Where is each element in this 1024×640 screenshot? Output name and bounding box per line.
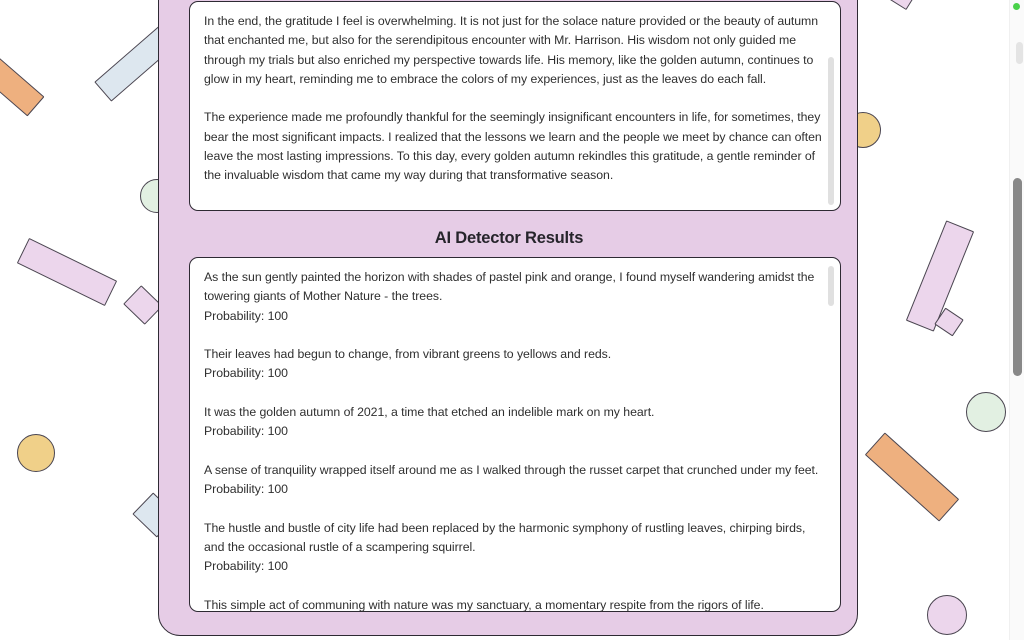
result-probability: Probability: 100 — [204, 424, 288, 439]
pink-rect-small-left — [123, 285, 163, 325]
result-sentence: This simple act of communing with nature was my sanctuary, a momentary respite from the rigors of life. — [204, 598, 764, 613]
essay-paragraph: The experience made me profoundly thankful for the seemingly insignificant encounters in life, for sometimes, they bear the most significant impacts. I realized that the lessons we learn and the people we meet by chance can often leave the most lasting impressions. To this day, every golden autumn rekindles this gratitude, a gentle reminder of the invaluable wisdom that came my way during that transformative season. — [204, 110, 822, 183]
result-probability: Probability: 100 — [204, 308, 288, 323]
browser-scrollbar-secondary-thumb[interactable] — [1016, 42, 1023, 64]
pink-rect-top-right — [886, 0, 922, 10]
results-heading: AI Detector Results — [434, 229, 584, 247]
result-item — [204, 403, 824, 442]
orange-rect-right — [865, 432, 959, 521]
pink-rect-left — [17, 238, 117, 306]
result-probability: Probability: 100 — [204, 559, 288, 574]
result-sentence: Their leaves had begun to change, from vibrant greens to yellows and reds. — [204, 347, 612, 362]
result-sentence: A sense of tranquility wrapped itself around me as I walked through the russet carpet that crunched under my feet. — [204, 462, 819, 477]
browser-scrollbar-thumb[interactable] — [1013, 178, 1022, 376]
result-item — [204, 519, 824, 577]
results-heading-wrap — [159, 229, 859, 248]
essay-textarea[interactable] — [189, 1, 841, 211]
essay-text-content — [199, 12, 824, 200]
result-item — [204, 596, 824, 615]
orange-rect-top-left — [0, 54, 44, 117]
essay-panel — [189, 1, 841, 211]
pink-rect-right — [906, 220, 974, 331]
result-probability: Probability: 100 — [204, 482, 288, 497]
essay-scrollbar-thumb[interactable] — [828, 57, 834, 205]
results-textarea[interactable] — [189, 257, 841, 612]
result-item — [204, 268, 824, 326]
results-panel — [189, 257, 841, 612]
pink-circle-bottom — [927, 595, 967, 635]
essay-paragraph: In the end, the gratitude I feel is overwhelming. It is not just for the solace nature provided or the beauty of autumn that enchanted me, but also for the serendipitous encounter with Mr. Harrison. His wisdom not only guided me through my trials but also enriched my perspective towards life. His memory, like the golden autumn, continues to glow in my heart, reminding me to embrace the colors of my experiences, just as the leaves do each fall. — [204, 14, 819, 86]
yellow-circle-left — [17, 434, 55, 472]
results-scrollbar-thumb[interactable] — [828, 266, 834, 306]
result-item — [204, 345, 824, 384]
result-probability: Probability: 100 — [204, 366, 288, 381]
green-circle-right — [966, 392, 1006, 432]
ai-detector-card — [158, 0, 858, 636]
pink-rect-small-right — [934, 308, 963, 337]
result-item — [204, 461, 824, 500]
status-indicator-dot — [1013, 3, 1020, 10]
result-sentence: It was the golden autumn of 2021, a time that etched an indelible mark on my heart. — [204, 405, 655, 420]
result-sentence: As the sun gently painted the horizon with shades of pastel pink and orange, I found myself wandering amidst the towering giants of Mother Nature - the trees. — [204, 270, 815, 304]
results-list — [199, 268, 824, 613]
result-sentence: The hustle and bustle of city life had been replaced by the harmonic symphony of rustling leaves, chirping birds, and the occasional rustle of a scampering squirrel. — [204, 520, 806, 555]
